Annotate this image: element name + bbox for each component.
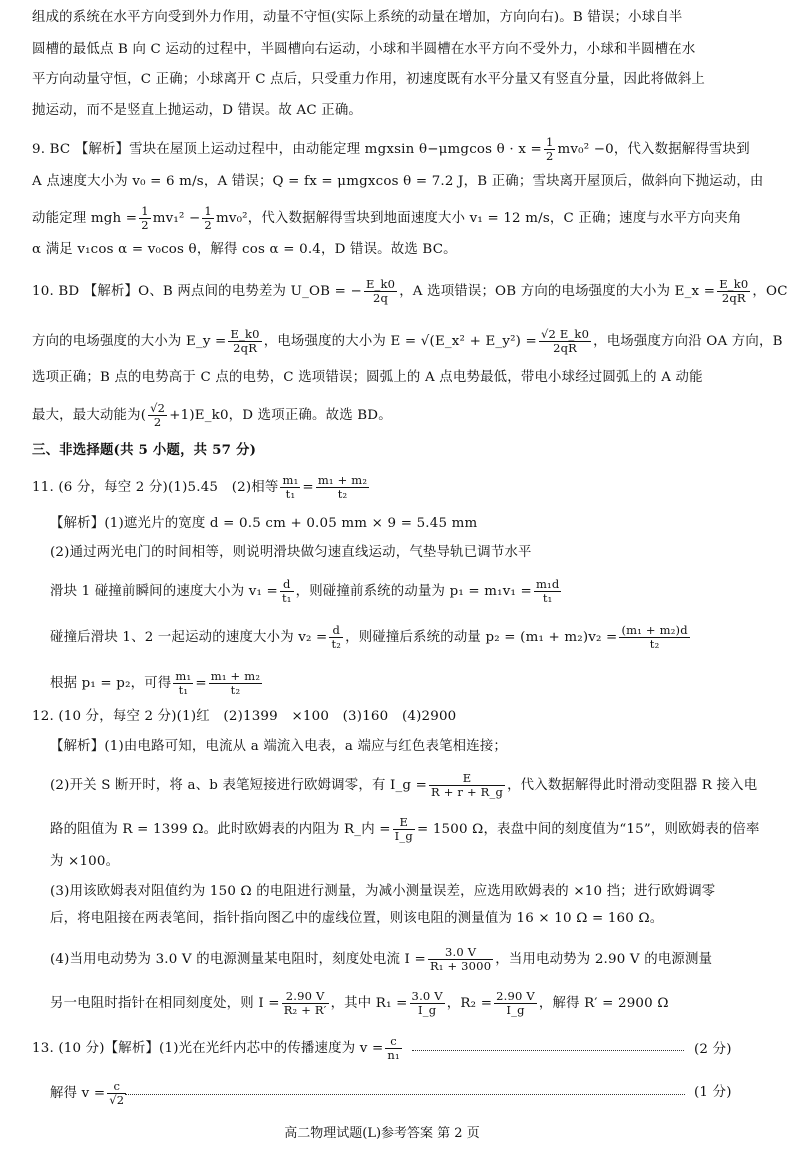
paragraph-line: 圆槽的最低点 B 向 C 运动的过程中，半圆槽向右运动，小球和半圆槽在水平方向不受外力，小球和半圆槽在水	[32, 42, 696, 57]
paragraph-line: 组成的系统在水平方向受到外力作用，动量不守恒(实际上系统的动量在增加，方向向右)。B 错误；小球自半	[32, 10, 683, 25]
q11-text: 碰撞后滑块 1、2 一起运动的速度大小为 v₂ =	[50, 630, 328, 645]
q9-line-1	[32, 135, 750, 163]
page-footer: 高二物理试题(L)参考答案 第 2 页	[284, 1126, 480, 1141]
q9-text: 动能定理 mgh =	[32, 211, 138, 226]
q10-line-4	[32, 402, 744, 429]
q10-text: 方向的电场强度的大小为 E_y =	[32, 334, 227, 349]
q11-line-2: 【解析】(1)遮光片的宽度 d = 0.5 cm + 0.05 mm × 9 = 5.45 mm	[50, 516, 478, 531]
q12-text: ，代入数据解得此时滑动变阻器 R 接入电	[507, 778, 758, 793]
q10-line-1	[32, 277, 788, 305]
q10-text: ，OC	[752, 284, 788, 299]
q12-text: 另一电阻时指针在相同刻度处，则 I =	[50, 996, 280, 1011]
fraction: $\frac{\text{(m₁ + m₂)d}}{\text{t₂}}$	[621, 623, 688, 651]
q9-text: mv₁² −	[152, 211, 201, 226]
q12-line-7: 后，将电阻接在两表笔间，指针指向图乙中的虚线位置，则该电阻的测量值为 16 × 10 Ω = 160 Ω。	[50, 911, 664, 926]
q12-text: 路的阻值为 R = 1399 Ω。此时欧姆表的内阻为 R_内 =	[50, 822, 391, 837]
q12-line-8	[50, 946, 762, 973]
leader-dots	[412, 1050, 684, 1051]
q10-text: 最大，最大动能为(	[32, 408, 147, 423]
q13-text: 解得 v =	[50, 1086, 106, 1101]
q10-text: +1)E_k0，D 选项正确。故选 BD。	[169, 408, 392, 423]
q11-line-3: (2)通过两光电门的时间相等，则说明滑块做匀速直线运动，气垫导轨已调节水平	[50, 545, 532, 560]
q11-text: 根据 p₁ = p₂，可得	[50, 676, 172, 691]
q11-text: 11. (6 分，每空 2 分)(1)5.45 (2)相等	[32, 480, 279, 495]
equals-sign: =	[302, 480, 314, 495]
q12-line-2: 【解析】(1)由电路可知，电流从 a 端流入电表，a 端应与红色表笔相连接；	[50, 739, 508, 754]
q11-text: ，则碰撞后系统的动量 p₂ = (m₁ + m₂)v₂ =	[345, 630, 618, 645]
fraction: $\frac{1}{2}$	[141, 204, 149, 232]
fraction: $\frac{\text{m₁ + m₂}}{\text{t₂}}$	[210, 669, 261, 697]
score-label: (1 分)	[694, 1085, 732, 1100]
q9-text: 9. BC 【解析】雪块在屋顶上运动过程中，由动能定理 mgxsin θ−μmgcos θ · x =	[32, 142, 542, 157]
fraction: $\frac{c}{\text{n₁}}$	[387, 1034, 400, 1062]
q10-line-2	[32, 327, 783, 355]
q11-line-5	[50, 624, 762, 651]
q10-line-3: 选项正确；B 点的电势高于 C 点的电势，C 选项错误；圆弧上的 A 点电势最低，带电小球经过圆弧上的 A 动能	[32, 370, 703, 385]
fraction: $\frac{\text{m₁}}{\text{t₁}}$	[175, 669, 192, 697]
fraction: $\frac{c}{√2}$	[109, 1079, 125, 1107]
fraction: $\frac{\text{m₁ + m₂}}{\text{t₂}}$	[317, 473, 368, 501]
fraction: $\frac{2.90 V}{I\_g}$	[496, 989, 535, 1017]
q11-text: ，则碰撞前系统的动量为 p₁ = m₁v₁ =	[295, 584, 532, 599]
q11-line-6	[50, 670, 762, 697]
fraction: $\frac{E\_k0}{2qR}$	[719, 277, 749, 305]
q10-text: ，A 选项错误；OB 方向的电场强度的大小为 E_x =	[399, 284, 716, 299]
fraction: $\frac{√2}{2}$	[150, 401, 166, 429]
fraction: $\frac{√2 E\_k0}{2qR}$	[540, 327, 590, 355]
q12-line-9	[50, 990, 762, 1017]
fraction: $\frac{E}{R + r + R\_g}$	[431, 771, 504, 799]
q12-text: ，R₂ =	[446, 996, 493, 1011]
q11-line-4	[50, 578, 762, 605]
q12-text: ，其中 R₁ =	[330, 996, 408, 1011]
equals-sign: =	[195, 676, 207, 691]
q12-text: = 1500 Ω，表盘中间的刻度值为“15”，则欧姆表的倍率	[416, 822, 760, 837]
q9-line-3	[32, 205, 744, 232]
fraction: $\frac{\text{m₁d}}{\text{t₁}}$	[535, 577, 560, 605]
score-label: (2 分)	[694, 1042, 732, 1057]
q12-text: (4)当用电动势为 3.0 V 的电源测量某电阻时，刻度处电流 I =	[50, 952, 426, 967]
q10-text: 10. BD 【解析】O、B 两点间的电势差为 U_OB = −	[32, 284, 362, 299]
fraction: $\frac{1}{2}$	[204, 204, 212, 232]
fraction: $\frac{3.0 V}{\text{R₁ + 3000}}$	[429, 945, 492, 973]
q10-text: ，电场强度方向沿 OA 方向，B	[593, 334, 783, 349]
section-heading: 三、非选择题(共 5 小题，共 57 分)	[32, 442, 257, 458]
fraction: $\frac{2.90 V}{\text{R₂ + R′}}$	[283, 989, 327, 1017]
fraction: $\frac{E\_k0}{2qR}$	[230, 327, 260, 355]
q12-text: ，解得 R′ = 2900 Ω	[538, 996, 669, 1011]
q9-text: mv₀²，代入数据解得雪块到地面速度大小 v₁ = 12 m/s，C 正确；速度与水平方向夹角	[215, 211, 742, 226]
q11-text: 滑块 1 碰撞前瞬间的速度大小为 v₁ =	[50, 584, 278, 599]
leader-dots	[125, 1094, 685, 1095]
q12-text: ，当用电动势为 2.90 V 的电源测量	[495, 952, 713, 967]
q12-text: (2)开关 S 断开时，将 a、b 表笔短接进行欧姆调零，有 I_g =	[50, 778, 428, 793]
q13-text: 13. (10 分)【解析】(1)光在光纤内芯中的传播速度为 v =	[32, 1041, 384, 1056]
q9-line-4: α 满足 v₁cos α = v₀cos θ，解得 cos α = 0.4，D 错误。故选 BC。	[32, 242, 457, 257]
paragraph-line: 抛运动，而不是竖直上抛运动，D 错误。故 AC 正确。	[32, 103, 363, 118]
fraction: $\frac{1}{2}$	[545, 135, 554, 163]
q12-line-4	[50, 816, 762, 843]
fraction: $\frac{d}{\text{t₁}}$	[281, 577, 292, 605]
fraction: $\frac{3.0 V}{I\_g}$	[411, 989, 443, 1017]
fraction: $\frac{E}{I\_g}$	[394, 815, 413, 843]
q11-line-1	[32, 474, 744, 501]
q12-line-3	[50, 772, 762, 799]
q12-line-5: 为 ×100。	[50, 854, 120, 869]
fraction: $\frac{d}{\text{t₂}}$	[331, 623, 342, 651]
q9-line-2: A 点速度大小为 v₀ = 6 m/s，A 错误；Q = fx = μmgxcos θ = 7.2 J，B 正确；雪块离开屋顶后，做斜向下抛运动，由	[32, 174, 764, 189]
q9-text: mv₀² −0，代入数据解得雪块到	[557, 142, 750, 157]
fraction: $\frac{\text{m₁}}{\text{t₁}}$	[282, 473, 299, 501]
paragraph-line: 平方向动量守恒，C 正确；小球离开 C 点后，只受重力作用，初速度既有水平分量又有竖直分量，因此将做斜上	[32, 72, 706, 87]
q13-line-1	[32, 1035, 744, 1062]
fraction: $\frac{E\_k0}{2q}$	[365, 277, 396, 305]
q12-line-6: (3)用该欧姆表对阻值约为 150 Ω 的电阻进行测量，为减小测量误差，应选用欧姆表的 ×10 挡；进行欧姆调零	[50, 884, 716, 899]
q12-line-1: 12. (10 分，每空 2 分)(1)红 (2)1399 ×100 (3)160 (4)2900	[32, 709, 457, 724]
q10-text: ，电场强度的大小为 E = √(E_x² + E_y²) =	[263, 334, 537, 349]
